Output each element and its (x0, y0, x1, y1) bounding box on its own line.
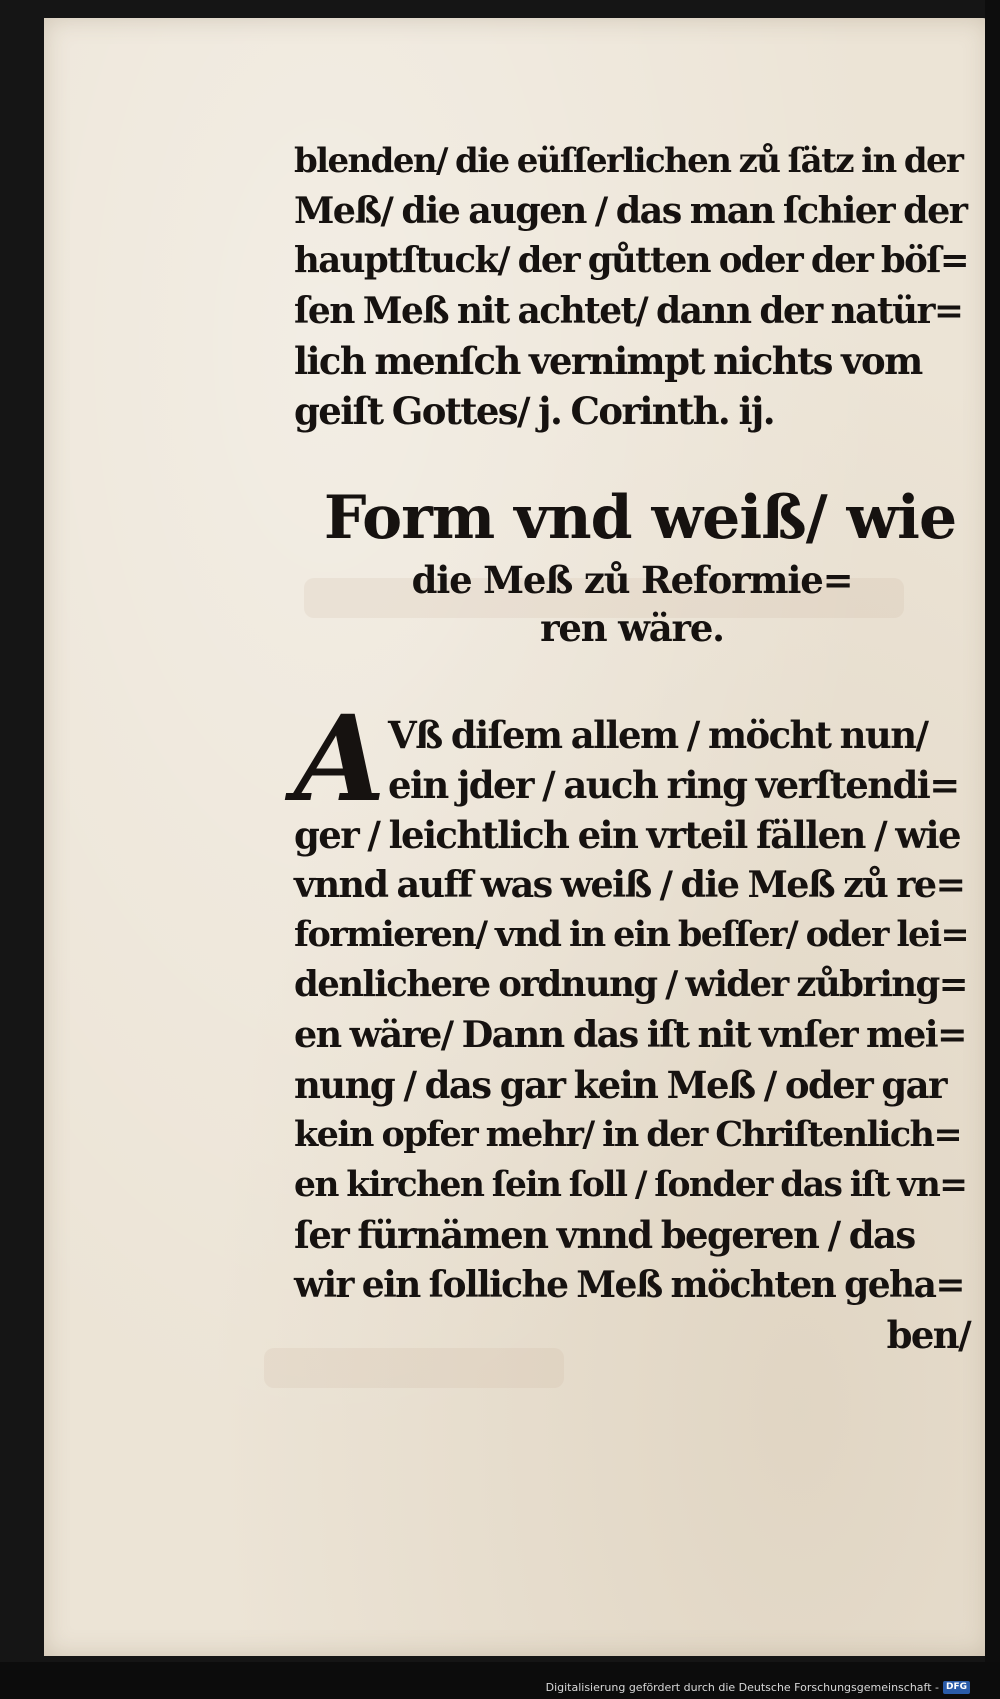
paragraph-block (294, 689, 970, 1360)
text-line: nung / das gar kein Meß / oder gar (294, 1063, 946, 1107)
top-text-block (294, 136, 970, 652)
text-line: ger / leichtlich ein vrteil fällen / wie (294, 813, 960, 857)
scanner-edge (985, 0, 1000, 1699)
text-line: wir ein ſolliche Meß möchten geha= (294, 1264, 964, 1306)
text-line: denlichere ordnung / wider zůbring= (294, 964, 967, 1005)
text-line: ſer fürnämen vnnd begeren / das (294, 1213, 915, 1257)
dfg-logo-icon: DFG (943, 1681, 970, 1694)
text-line: hauptſtuck/ der gůtten oder der böſ= (294, 240, 969, 281)
funding-credit (546, 1681, 970, 1694)
credit-text: Digitalisierung gefördert durch die Deutsche Forschungsgemeinschaft - (545, 1681, 939, 1694)
catchword: ben/ (886, 1313, 970, 1357)
text-line: Meß/ die augen / das man ſchier der (294, 189, 967, 232)
drop-initial: A (294, 689, 386, 828)
text-line: blenden/ die eüſſerlichen zů ſätz in der (294, 141, 963, 181)
text-line: ein jder / auch ring verſtendi= (388, 763, 959, 807)
text-line: geiſt Gottes/ j. Corinth. ij. (294, 389, 774, 433)
text-line: ſen Meß nit achtet/ dann der natür= (294, 290, 963, 332)
text-line: en wäre/ Dann das iſt nit vnſer mei= (294, 1013, 966, 1056)
text-line: en kirchen ſein ſoll / ſonder das iſt vn= (294, 1165, 967, 1205)
section-subheading: ren wäre. (540, 606, 724, 650)
text-line: kein opfer mehr/ in der Chriſtenlich= (294, 1114, 962, 1155)
text-line: formieren/ vnd in ein beſſer/ oder lei= (294, 914, 969, 955)
text-line: Vß diſem allem / möcht nun/ (388, 713, 928, 757)
text-line: lich menſch vernimpt nichts vom (294, 339, 922, 383)
section-heading: Form vnd weiß/ wie (323, 483, 957, 553)
text-line: vnnd auff was weiß / die Meß zů re= (294, 863, 965, 906)
section-subheading: die Meß zů Reformie= (411, 558, 853, 602)
footer-band (0, 1662, 1000, 1699)
